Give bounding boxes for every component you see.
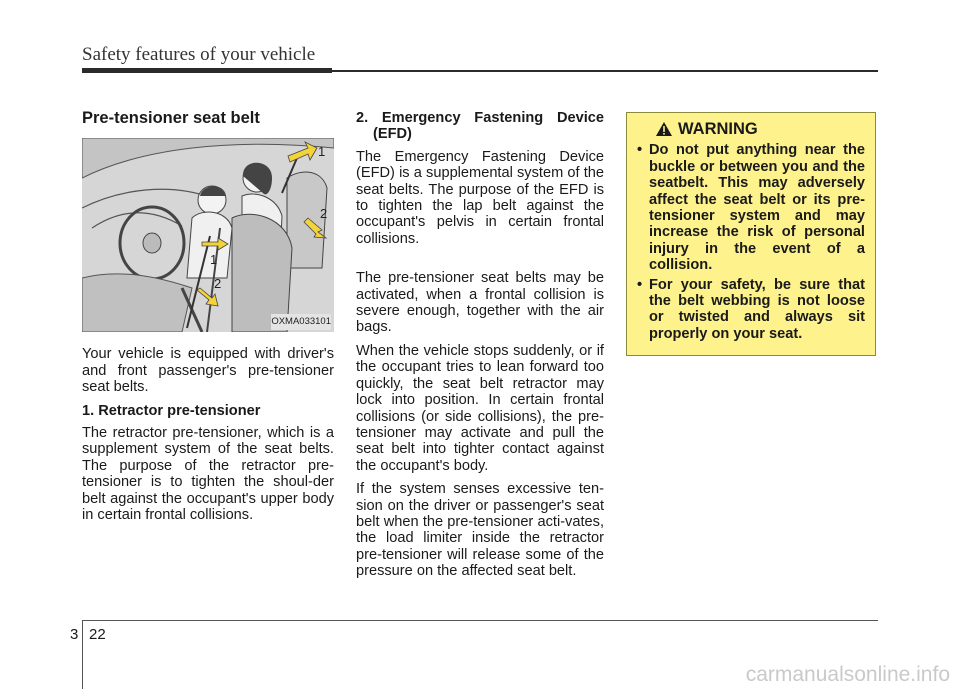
car-interior-drawing <box>82 138 334 332</box>
footer-divider <box>82 620 83 689</box>
header-rule-thin <box>332 70 878 72</box>
chapter-number: 3 <box>70 626 79 643</box>
middle-column <box>356 110 604 587</box>
warning-header <box>655 121 865 137</box>
figure-code: OXMA033101 <box>271 314 331 330</box>
load-limiter-paragraph: If the system senses excessive ten-sion on the driver or passenger's seat belt when the pre-tensioner acti-vates, the load limiter inside the retractor pre-tensioner will release some of the pressure on the affected seat belt. <box>356 481 604 580</box>
retractor-paragraph: The retractor pre-tensioner, which is a supplement system of the seat belts. The purpose of the retractor pre-tensioner is to tighten the shoul-der belt against the occupant's upper body in certain frontal collisions. <box>82 425 334 524</box>
retractor-heading: 1. Retractor pre-tensioner <box>82 402 261 419</box>
page-number: 22 <box>89 626 106 643</box>
watermark: carmanualsonline.info <box>745 663 950 686</box>
warning-list <box>637 142 865 342</box>
intro-paragraph: Your vehicle is equipped with driver's and front passenger's pre-tensioner seat belts. <box>82 346 334 396</box>
callout-1-lower: 1 <box>210 252 218 268</box>
header-rule-thick <box>82 68 332 73</box>
activation-paragraph: The pre-tensioner seat belts may be activated, when a frontal collision is severe enough, together with the air bags. <box>356 270 604 336</box>
callout-1-top: 1 <box>318 144 326 160</box>
warning-item: • For your safety, be sure that the belt webbing is not loose or twisted and always sit properly on your seat. <box>637 277 865 343</box>
warning-box <box>626 112 876 356</box>
left-column <box>82 110 334 530</box>
lock-paragraph: When the vehicle stops suddenly, or if the occupant tries to lean forward too quickly, the seat belt retractor may lock into position. In certain frontal collisions (or side collisions), the pre-tensioner may activate and pull the seat belt into tighter contact against the occupant's body. <box>356 342 604 474</box>
callout-2-right: 2 <box>320 206 328 222</box>
section-title: Pre-tensioner seat belt <box>82 109 260 127</box>
callout-2-lower: 2 <box>214 276 222 292</box>
warning-triangle-icon <box>655 121 673 137</box>
efd-paragraph: The Emergency Fastening Device (EFD) is a supplemental system of the seat belts. The purpose of the EFD is to tighten the lap belt against the occupant's pelvis in certain frontal collisions. <box>356 148 604 247</box>
footer-rule <box>82 620 878 621</box>
warning-title: WARNING <box>678 120 758 138</box>
warning-item: • Do not put anything near the buckle or between you and the seatbelt. This may adversely affect the seat belt or its pre-tensioner system and may increase the risk of personal injury in the event of a collision. <box>637 142 865 273</box>
paragraph-gap <box>356 254 604 270</box>
efd-heading: 2. Emergency Fastening Device (EFD) <box>356 110 604 143</box>
header-title: Safety features of your vehicle <box>82 44 316 65</box>
seatbelt-illustration <box>82 138 334 332</box>
